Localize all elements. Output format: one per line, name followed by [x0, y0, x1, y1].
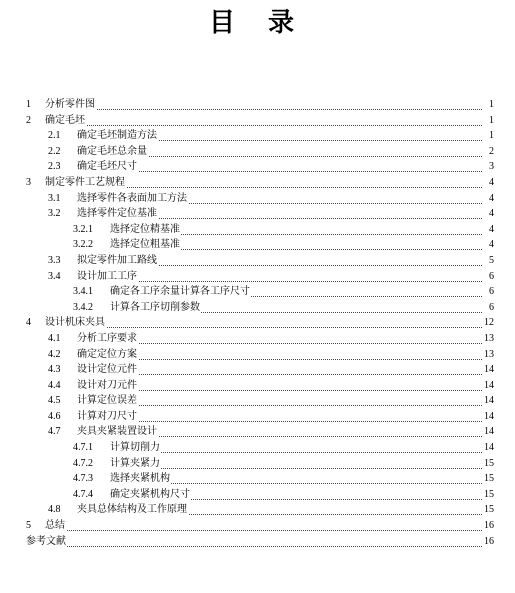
- toc-entry-label: 选择零件定位基准: [77, 206, 158, 222]
- toc-entry[interactable]: [26, 191, 494, 207]
- toc-entry-number: 3.4.1: [73, 286, 93, 298]
- toc-entry[interactable]: [26, 331, 494, 347]
- toc-entry-label: 计算夹紧力: [110, 456, 161, 472]
- toc-entry-page-number: 4: [489, 223, 494, 235]
- toc-entry-label: 确定毛坯总余量: [77, 144, 148, 160]
- toc-entry-page-number: 4: [489, 208, 494, 220]
- toc-entry[interactable]: [26, 534, 494, 550]
- toc-entry-page-number: 14: [484, 379, 494, 391]
- toc-entry-page-number: 6: [489, 270, 494, 282]
- toc-entry[interactable]: [26, 237, 494, 253]
- toc-entry[interactable]: [26, 487, 494, 503]
- toc-entry-label: 计算对刀尺寸: [77, 409, 138, 425]
- toc-entry-number: 4.3: [48, 364, 61, 376]
- toc-entry-label: 设计对刀元件: [77, 378, 138, 394]
- toc-entry-label: 计算切削力: [110, 440, 161, 456]
- toc-entry-label: 计算定位误差: [77, 393, 138, 409]
- toc-entry-number: 4.5: [48, 395, 61, 407]
- toc-entry-number: 2.3: [48, 161, 61, 173]
- toc-entry-page-number: 1: [489, 114, 494, 126]
- toc-entry-label: 确定毛坯: [45, 113, 86, 129]
- toc-entry[interactable]: [26, 175, 494, 191]
- toc-entry-number: 2.1: [48, 130, 61, 142]
- toc-entry-number: 4.8: [48, 504, 61, 516]
- toc-entry-page-number: 15: [484, 488, 494, 500]
- toc-entry-number: 4.6: [48, 410, 61, 422]
- toc-entry[interactable]: [26, 424, 494, 440]
- toc-entry-page-number: 5: [489, 254, 494, 266]
- toc-entry-page-number: 1: [489, 99, 494, 110]
- leader-dots: [110, 456, 482, 469]
- toc-entry-label: 设计加工工序: [77, 269, 138, 285]
- toc-entry-number: 4.7.4: [73, 488, 93, 500]
- toc-entry[interactable]: [26, 502, 494, 518]
- toc-entry-page-number: 13: [484, 332, 494, 344]
- toc-entry-label: 确定定位方案: [77, 347, 138, 363]
- toc-entry-number: 4.7: [48, 426, 61, 438]
- toc-entry-number: 4.7.3: [73, 473, 93, 485]
- toc-entry-label: 分析零件图: [45, 97, 96, 113]
- toc-entry[interactable]: [26, 97, 494, 113]
- toc-entry-number: 1: [26, 99, 31, 110]
- toc-entry-number: 4.7.2: [73, 457, 93, 469]
- toc-entry-number: 2.2: [48, 145, 61, 157]
- toc-entry-page-number: 14: [484, 364, 494, 376]
- toc-entry-page-number: 12: [484, 317, 494, 329]
- toc-entry-page-number: 14: [484, 395, 494, 407]
- toc-entry-number: 3.4: [48, 270, 61, 282]
- leader-dots: [45, 97, 482, 110]
- toc-entry-number: 5: [26, 520, 31, 532]
- toc-entry[interactable]: [26, 378, 494, 394]
- toc-entry-number: 2: [26, 114, 31, 126]
- toc-entry[interactable]: [26, 315, 494, 331]
- toc-entry[interactable]: [26, 144, 494, 160]
- toc-entry[interactable]: [26, 222, 494, 238]
- toc-entry-label: 总结: [45, 518, 66, 534]
- toc-entry-label: 确定夹紧机构尺寸: [110, 487, 191, 503]
- toc-entry-page-number: 1: [489, 130, 494, 142]
- toc-entry-page-number: 14: [484, 442, 494, 454]
- toc-entry-number: 4: [26, 317, 31, 329]
- toc-entry-number: 3.2.2: [73, 239, 93, 251]
- toc-entry-label: 确定各工序余量计算各工序尺寸: [110, 284, 251, 300]
- toc-entry-label: 分析工序要求: [77, 331, 138, 347]
- page-title: 目 录: [208, 8, 307, 38]
- toc-entry[interactable]: [26, 206, 494, 222]
- toc-entry-page-number: 15: [484, 473, 494, 485]
- toc-entry-number: 3.2: [48, 208, 61, 220]
- leader-dots: [110, 440, 482, 453]
- toc-entry[interactable]: [26, 362, 494, 378]
- toc-entry[interactable]: [26, 269, 494, 285]
- toc-entry-label: 设计机床夹具: [45, 315, 106, 331]
- leader-dots: [26, 534, 482, 547]
- toc-entry[interactable]: [26, 393, 494, 409]
- toc-entry-page-number: 14: [484, 426, 494, 438]
- toc-entry-label: 参考文献: [26, 534, 67, 550]
- toc-entry-page-number: 14: [484, 410, 494, 422]
- toc-entry[interactable]: [26, 409, 494, 425]
- toc-entry-label: 确定毛坯制造方法: [77, 128, 158, 144]
- table-of-contents: [26, 97, 494, 549]
- toc-entry[interactable]: [26, 284, 494, 300]
- toc-entry-page-number: 4: [489, 192, 494, 204]
- toc-entry-number: 4.7.1: [73, 442, 93, 454]
- toc-entry[interactable]: [26, 471, 494, 487]
- toc-entry-number: 3.1: [48, 192, 61, 204]
- toc-entry-page-number: 15: [484, 457, 494, 469]
- toc-entry-page-number: 2: [489, 145, 494, 157]
- toc-entry-page-number: 6: [489, 286, 494, 298]
- toc-entry-label: 选择零件各表面加工方法: [77, 191, 188, 207]
- toc-entry-number: 4.4: [48, 379, 61, 391]
- toc-entry[interactable]: [26, 113, 494, 129]
- toc-entry-number: 3.4.2: [73, 301, 93, 313]
- toc-entry-label: 确定毛坯尺寸: [77, 159, 138, 175]
- toc-entry-label: 夹具夹紧装置设计: [77, 424, 158, 440]
- toc-entry-label: 选择定位精基准: [110, 222, 181, 238]
- toc-entry[interactable]: [26, 347, 494, 363]
- toc-entry-page-number: 4: [489, 176, 494, 188]
- toc-entry[interactable]: [26, 518, 494, 534]
- toc-entry-label: 夹具总体结构及工作原理: [77, 502, 188, 518]
- toc-entry-page-number: 3: [489, 161, 494, 173]
- leader-dots: [45, 113, 482, 126]
- leader-dots: [45, 518, 482, 531]
- toc-entry-label: 选择夹紧机构: [110, 471, 171, 487]
- toc-entry-page-number: 13: [484, 348, 494, 360]
- toc-entry-label: 拟定零件加工路线: [77, 253, 158, 269]
- toc-entry-number: 3.3: [48, 254, 61, 266]
- toc-entry-label: 设计定位元件: [77, 362, 138, 378]
- toc-entry-page-number: 4: [489, 239, 494, 251]
- toc-entry-number: 4.2: [48, 348, 61, 360]
- toc-entry-number: 3: [26, 176, 31, 188]
- toc-entry-page-number: 6: [489, 301, 494, 313]
- leader-dots: [45, 315, 482, 328]
- toc-entry-page-number: 15: [484, 504, 494, 516]
- toc-entry-number: 3.2.1: [73, 223, 93, 235]
- toc-entry-page-number: 16: [484, 520, 494, 532]
- toc-entry-label: 选择定位粗基准: [110, 237, 181, 253]
- toc-entry[interactable]: [26, 440, 494, 456]
- toc-entry[interactable]: [26, 456, 494, 472]
- toc-entry[interactable]: [26, 159, 494, 175]
- toc-entry[interactable]: [26, 253, 494, 269]
- toc-entry[interactable]: [26, 128, 494, 144]
- toc-entry-number: 4.1: [48, 332, 61, 344]
- toc-entry-page-number: 16: [484, 535, 494, 547]
- toc-entry-label: 制定零件工艺规程: [45, 175, 126, 191]
- toc-entry[interactable]: [26, 300, 494, 316]
- toc-entry-label: 计算各工序切削参数: [110, 300, 201, 316]
